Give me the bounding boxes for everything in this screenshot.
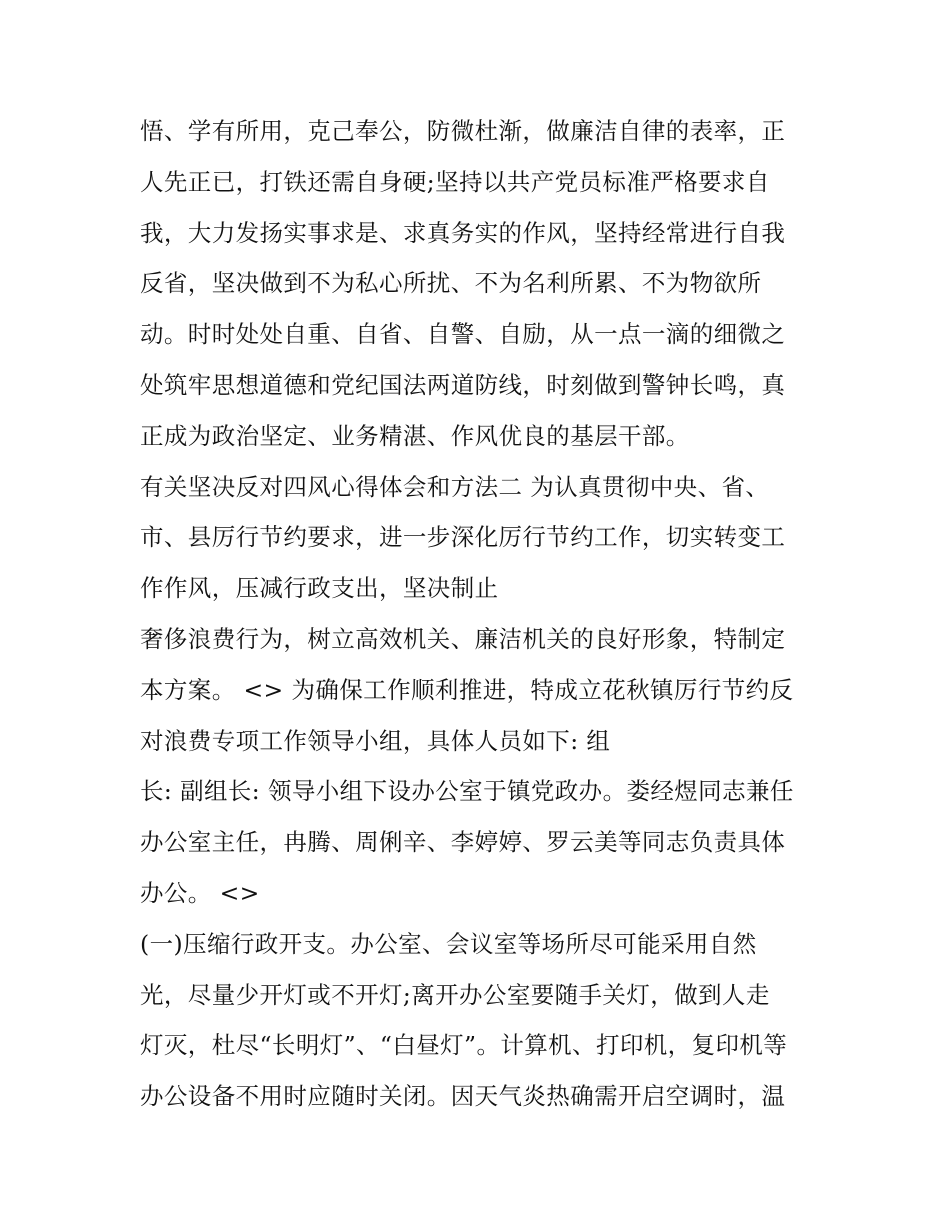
text-line: 作作风，压减行政支出，坚决制止: [140, 574, 499, 603]
text-line: 长: 副组长: 领导小组下设办公室于镇党政办。娄经煜同志兼任: [140, 777, 794, 806]
text-line: 我，大力发扬实事求是、求真务实的作风，坚持经常进行自我: [140, 218, 786, 247]
section-heading-line: 有关坚决反对四风心得体会和方法二 为认真贯彻中央、省、: [140, 472, 770, 501]
text-line: (一)压缩行政开支。办公室、会议室等场所尽可能采用自然: [140, 929, 757, 958]
text-line: 动。时时处处自重、自省、自警、自励，从一点一滴的细微之: [140, 320, 786, 349]
text-line: 反省，坚决做到不为私心所扰、不为名利所累、不为物欲所: [140, 269, 762, 298]
text-line: 奢侈浪费行为，树立高效机关、廉洁机关的良好形象，特制定: [140, 624, 786, 653]
text-line: 人先正已，打铁还需自身硬;坚持以共产党员标准严格要求自: [140, 167, 770, 196]
text-line: 处筑牢思想道德和党纪国法两道防线，时刻做到警钟长鸣，真: [140, 370, 786, 399]
document-body: [140, 106, 820, 1122]
text-line: 悟、学有所用，克己奉公，防微杜渐，做廉洁自律的表率，正: [140, 117, 786, 145]
text-line: 正成为政治坚定、业务精湛、作风优良的基层干部。: [140, 421, 690, 450]
text-line: 办公设备不用时应随时关闭。因天气炎热确需开启空调时，温: [140, 1082, 786, 1111]
text-line: 本方案。 <> 为确保工作顺利推进，特成立花秋镇厉行节约反: [140, 675, 794, 704]
text-line: 灯灭，杜尽“长明灯”、“白昼灯”。计算机、打印机，复印机等: [140, 1031, 788, 1060]
text-line: 对浪费专项工作领导小组，具体人员如下: 组: [140, 726, 611, 755]
text-line: 办公。 <>: [140, 878, 260, 907]
text-line: 光，尽量少开灯或不开灯;离开办公室要随手关灯，做到人走: [140, 980, 770, 1009]
text-line: 办公室主任，冉腾、周俐辛、李婷婷、罗云美等同志负责具体: [140, 828, 786, 857]
text-line: 市、县厉行节约要求，进一步深化厉行节约工作，切实转变工: [140, 523, 786, 552]
